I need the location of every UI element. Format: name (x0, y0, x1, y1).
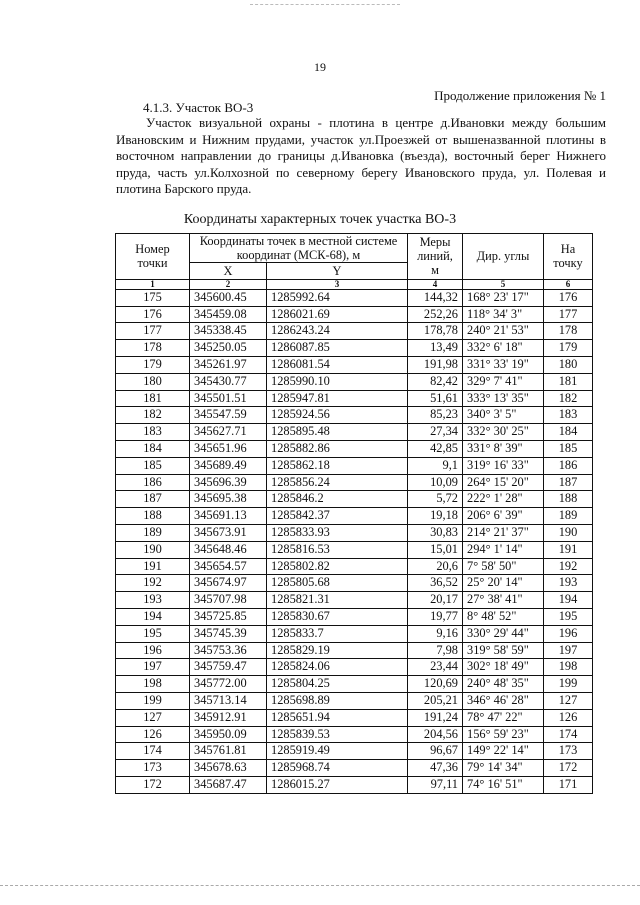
table-row (116, 289, 593, 306)
table-row (116, 659, 593, 676)
cell-point: 176 (116, 306, 190, 323)
section-title: 4.1.3. Участок ВО-3 (143, 100, 254, 115)
cell-y: 1285846.2 (267, 491, 408, 508)
cell-to-point: 178 (544, 323, 593, 340)
cell-length: 30,83 (408, 524, 463, 541)
cell-y: 1285919.49 (267, 743, 408, 760)
cell-y: 1285804.25 (267, 676, 408, 693)
cell-to-point: 181 (544, 373, 593, 390)
cell-to-point: 194 (544, 592, 593, 609)
cell-angle: 27° 38' 41" (463, 592, 544, 609)
cell-point: 182 (116, 407, 190, 424)
cell-point: 183 (116, 424, 190, 441)
col-number: 4 (408, 279, 463, 289)
table-row (116, 726, 593, 743)
cell-y: 1285895.48 (267, 424, 408, 441)
col-number: 5 (463, 279, 544, 289)
cell-angle: 7° 58' 50" (463, 558, 544, 575)
cell-y: 1285882.86 (267, 440, 408, 457)
table-row (116, 373, 593, 390)
table-row (116, 323, 593, 340)
table-row (116, 743, 593, 760)
cell-length: 19,77 (408, 608, 463, 625)
table-row (116, 457, 593, 474)
table-row (116, 424, 593, 441)
cell-x: 345772.00 (190, 676, 267, 693)
cell-point: 187 (116, 491, 190, 508)
cell-x: 345691.13 (190, 508, 267, 525)
cell-length: 144,32 (408, 289, 463, 306)
cell-x: 345696.39 (190, 474, 267, 491)
cell-angle: 333° 13' 35" (463, 390, 544, 407)
cell-length: 120,69 (408, 676, 463, 693)
cell-y: 1285824.06 (267, 659, 408, 676)
table-row (116, 474, 593, 491)
cell-y: 1286015.27 (267, 776, 408, 793)
header-y: Y (267, 263, 408, 280)
cell-length: 191,24 (408, 709, 463, 726)
cell-point: 186 (116, 474, 190, 491)
cell-to-point: 192 (544, 558, 593, 575)
table-row (116, 541, 593, 558)
cell-x: 345338.45 (190, 323, 267, 340)
col-number: 3 (267, 279, 408, 289)
table-row (116, 776, 593, 793)
top-divider (250, 4, 400, 5)
cell-x: 345725.85 (190, 608, 267, 625)
cell-angle: 240° 48' 35" (463, 676, 544, 693)
cell-length: 13,49 (408, 340, 463, 357)
coordinates-table (115, 233, 593, 794)
cell-y: 1285833.7 (267, 625, 408, 642)
cell-y: 1285992.64 (267, 289, 408, 306)
cell-x: 345261.97 (190, 356, 267, 373)
cell-x: 345648.46 (190, 541, 267, 558)
cell-angle: 214° 21' 37" (463, 524, 544, 541)
cell-point: 173 (116, 760, 190, 777)
cell-y: 1285802.82 (267, 558, 408, 575)
cell-to-point: 186 (544, 457, 593, 474)
cell-to-point: 127 (544, 692, 593, 709)
cell-angle: 78° 47' 22" (463, 709, 544, 726)
col-number: 6 (544, 279, 593, 289)
cell-length: 204,56 (408, 726, 463, 743)
cell-angle: 79° 14' 34" (463, 760, 544, 777)
cell-angle: 8° 48' 52" (463, 608, 544, 625)
table-row (116, 760, 593, 777)
cell-point: 177 (116, 323, 190, 340)
cell-x: 345430.77 (190, 373, 267, 390)
cell-x: 345695.38 (190, 491, 267, 508)
cell-angle: 302° 18' 49" (463, 659, 544, 676)
cell-to-point: 187 (544, 474, 593, 491)
cell-point: 185 (116, 457, 190, 474)
cell-x: 345651.96 (190, 440, 267, 457)
cell-to-point: 179 (544, 340, 593, 357)
cell-x: 345459.08 (190, 306, 267, 323)
cell-to-point: 172 (544, 760, 593, 777)
cell-to-point: 193 (544, 575, 593, 592)
cell-angle: 330° 29' 44" (463, 625, 544, 642)
cell-angle: 149° 22' 14" (463, 743, 544, 760)
cell-to-point: 189 (544, 508, 593, 525)
cell-to-point: 198 (544, 659, 593, 676)
cell-y: 1285842.37 (267, 508, 408, 525)
header-coords: Координаты точек в местной системе координат (МСК-68), м (190, 234, 408, 263)
cell-point: 175 (116, 289, 190, 306)
cell-length: 27,34 (408, 424, 463, 441)
cell-point: 189 (116, 524, 190, 541)
cell-x: 345627.71 (190, 424, 267, 441)
cell-to-point: 177 (544, 306, 593, 323)
cell-to-point: 188 (544, 491, 593, 508)
cell-y: 1285829.19 (267, 642, 408, 659)
header-point: Номер точки (116, 234, 190, 280)
table-row (116, 390, 593, 407)
cell-angle: 74° 16' 51" (463, 776, 544, 793)
description-paragraph (116, 115, 606, 198)
cell-angle: 319° 16' 33" (463, 457, 544, 474)
cell-angle: 346° 46' 28" (463, 692, 544, 709)
cell-point: 198 (116, 676, 190, 693)
cell-length: 20,17 (408, 592, 463, 609)
cell-to-point: 126 (544, 709, 593, 726)
cell-to-point: 190 (544, 524, 593, 541)
cell-y: 1285821.31 (267, 592, 408, 609)
cell-y: 1285856.24 (267, 474, 408, 491)
cell-y: 1285816.53 (267, 541, 408, 558)
cell-to-point: 173 (544, 743, 593, 760)
cell-point: 172 (116, 776, 190, 793)
cell-to-point: 195 (544, 608, 593, 625)
cell-point: 197 (116, 659, 190, 676)
table-row (116, 306, 593, 323)
cell-point: 126 (116, 726, 190, 743)
table-row (116, 558, 593, 575)
cell-y: 1285924.56 (267, 407, 408, 424)
cell-y: 1285830.67 (267, 608, 408, 625)
cell-length: 36,52 (408, 575, 463, 592)
cell-length: 5,72 (408, 491, 463, 508)
cell-x: 345678.63 (190, 760, 267, 777)
cell-length: 7,98 (408, 642, 463, 659)
cell-y: 1285698.89 (267, 692, 408, 709)
cell-y: 1286021.69 (267, 306, 408, 323)
table-row (116, 709, 593, 726)
cell-to-point: 184 (544, 424, 593, 441)
appendix-continuation: Продолжение приложения № 1 (434, 88, 606, 103)
cell-x: 345761.81 (190, 743, 267, 760)
cell-x: 345654.57 (190, 558, 267, 575)
cell-x: 345689.49 (190, 457, 267, 474)
cell-point: 174 (116, 743, 190, 760)
cell-angle: 329° 7' 41" (463, 373, 544, 390)
cell-to-point: 171 (544, 776, 593, 793)
table-row (116, 625, 593, 642)
cell-angle: 118° 34' 3" (463, 306, 544, 323)
cell-length: 51,61 (408, 390, 463, 407)
cell-x: 345687.47 (190, 776, 267, 793)
header-to-point: На точку (544, 234, 593, 280)
cell-angle: 332° 30' 25" (463, 424, 544, 441)
table-row (116, 608, 593, 625)
table-row (116, 508, 593, 525)
cell-y: 1285839.53 (267, 726, 408, 743)
cell-point: 127 (116, 709, 190, 726)
cell-to-point: 180 (544, 356, 593, 373)
col-number: 1 (116, 279, 190, 289)
cell-point: 179 (116, 356, 190, 373)
cell-point: 190 (116, 541, 190, 558)
cell-to-point: 197 (544, 642, 593, 659)
cell-length: 9,16 (408, 625, 463, 642)
cell-x: 345674.97 (190, 575, 267, 592)
cell-to-point: 182 (544, 390, 593, 407)
cell-y: 1285651.94 (267, 709, 408, 726)
cell-to-point: 185 (544, 440, 593, 457)
cell-to-point: 176 (544, 289, 593, 306)
cell-length: 47,36 (408, 760, 463, 777)
cell-x: 345707.98 (190, 592, 267, 609)
cell-y: 1285862.18 (267, 457, 408, 474)
cell-length: 252,26 (408, 306, 463, 323)
cell-angle: 222° 1' 28" (463, 491, 544, 508)
header-length: Меры линий, м (408, 234, 463, 280)
cell-point: 178 (116, 340, 190, 357)
cell-point: 196 (116, 642, 190, 659)
cell-x: 345759.47 (190, 659, 267, 676)
table-row (116, 575, 593, 592)
table-row (116, 340, 593, 357)
cell-point: 188 (116, 508, 190, 525)
table-row (116, 407, 593, 424)
cell-y: 1286243.24 (267, 323, 408, 340)
table-row (116, 676, 593, 693)
cell-x: 345600.45 (190, 289, 267, 306)
cell-y: 1285990.10 (267, 373, 408, 390)
cell-point: 184 (116, 440, 190, 457)
cell-point: 192 (116, 575, 190, 592)
cell-x: 345250.05 (190, 340, 267, 357)
table-row (116, 524, 593, 541)
table-row (116, 592, 593, 609)
cell-point: 199 (116, 692, 190, 709)
cell-y: 1285805.68 (267, 575, 408, 592)
cell-x: 345753.36 (190, 642, 267, 659)
header-angle: Дир. углы (463, 234, 544, 280)
cell-length: 23,44 (408, 659, 463, 676)
cell-angle: 240° 21' 53" (463, 323, 544, 340)
col-number: 2 (190, 279, 267, 289)
cell-point: 191 (116, 558, 190, 575)
cell-length: 178,78 (408, 323, 463, 340)
cell-length: 97,11 (408, 776, 463, 793)
cell-angle: 319° 58' 59" (463, 642, 544, 659)
table-row (116, 440, 593, 457)
cell-length: 9,1 (408, 457, 463, 474)
cell-y: 1285947.81 (267, 390, 408, 407)
cell-to-point: 174 (544, 726, 593, 743)
cell-x: 345745.39 (190, 625, 267, 642)
table-caption: Координаты характерных точек участка ВО-3 (183, 212, 457, 227)
table-row (116, 642, 593, 659)
cell-to-point: 199 (544, 676, 593, 693)
cell-y: 1285968.74 (267, 760, 408, 777)
cell-x: 345501.51 (190, 390, 267, 407)
table-row (116, 491, 593, 508)
cell-length: 205,21 (408, 692, 463, 709)
cell-length: 85,23 (408, 407, 463, 424)
cell-length: 20,6 (408, 558, 463, 575)
cell-angle: 264° 15' 20" (463, 474, 544, 491)
cell-y: 1285833.93 (267, 524, 408, 541)
cell-point: 181 (116, 390, 190, 407)
cell-x: 345713.14 (190, 692, 267, 709)
cell-x: 345547.59 (190, 407, 267, 424)
cell-to-point: 191 (544, 541, 593, 558)
cell-angle: 294° 1' 14" (463, 541, 544, 558)
cell-length: 191,98 (408, 356, 463, 373)
cell-angle: 25° 20' 14" (463, 575, 544, 592)
cell-point: 180 (116, 373, 190, 390)
cell-length: 82,42 (408, 373, 463, 390)
cell-point: 195 (116, 625, 190, 642)
bottom-divider (0, 885, 640, 886)
header-x: X (190, 263, 267, 280)
cell-point: 193 (116, 592, 190, 609)
paragraph-text: Участок визуальной охраны - плотина в центре д.Ивановки между большим Ивановским и Нижним прудами, участок ул.Проезжей от вышеназванной плотины в восточном направлении до границы д.Ивановка (въезда), восточный берег Нижнего пруда, часть ул.Колхозной по северному берегу Ивановского пруда, ул. Полевая и плотина Барского пруда. (116, 115, 606, 196)
table-row (116, 356, 593, 373)
table-row (116, 692, 593, 709)
cell-x: 345950.09 (190, 726, 267, 743)
cell-x: 345673.91 (190, 524, 267, 541)
table-body (116, 289, 593, 793)
cell-y: 1286081.54 (267, 356, 408, 373)
cell-to-point: 196 (544, 625, 593, 642)
cell-angle: 332° 6' 18" (463, 340, 544, 357)
cell-length: 42,85 (408, 440, 463, 457)
cell-angle: 168° 23' 17" (463, 289, 544, 306)
cell-y: 1286087.85 (267, 340, 408, 357)
cell-to-point: 183 (544, 407, 593, 424)
column-numbers-row (116, 279, 593, 289)
cell-x: 345912.91 (190, 709, 267, 726)
cell-angle: 206° 6' 39" (463, 508, 544, 525)
cell-angle: 340° 3' 5" (463, 407, 544, 424)
cell-angle: 331° 8' 39" (463, 440, 544, 457)
cell-length: 10,09 (408, 474, 463, 491)
cell-point: 194 (116, 608, 190, 625)
cell-length: 15,01 (408, 541, 463, 558)
page-number: 19 (314, 60, 326, 74)
cell-angle: 331° 33' 19" (463, 356, 544, 373)
cell-angle: 156° 59' 23" (463, 726, 544, 743)
cell-length: 96,67 (408, 743, 463, 760)
cell-length: 19,18 (408, 508, 463, 525)
